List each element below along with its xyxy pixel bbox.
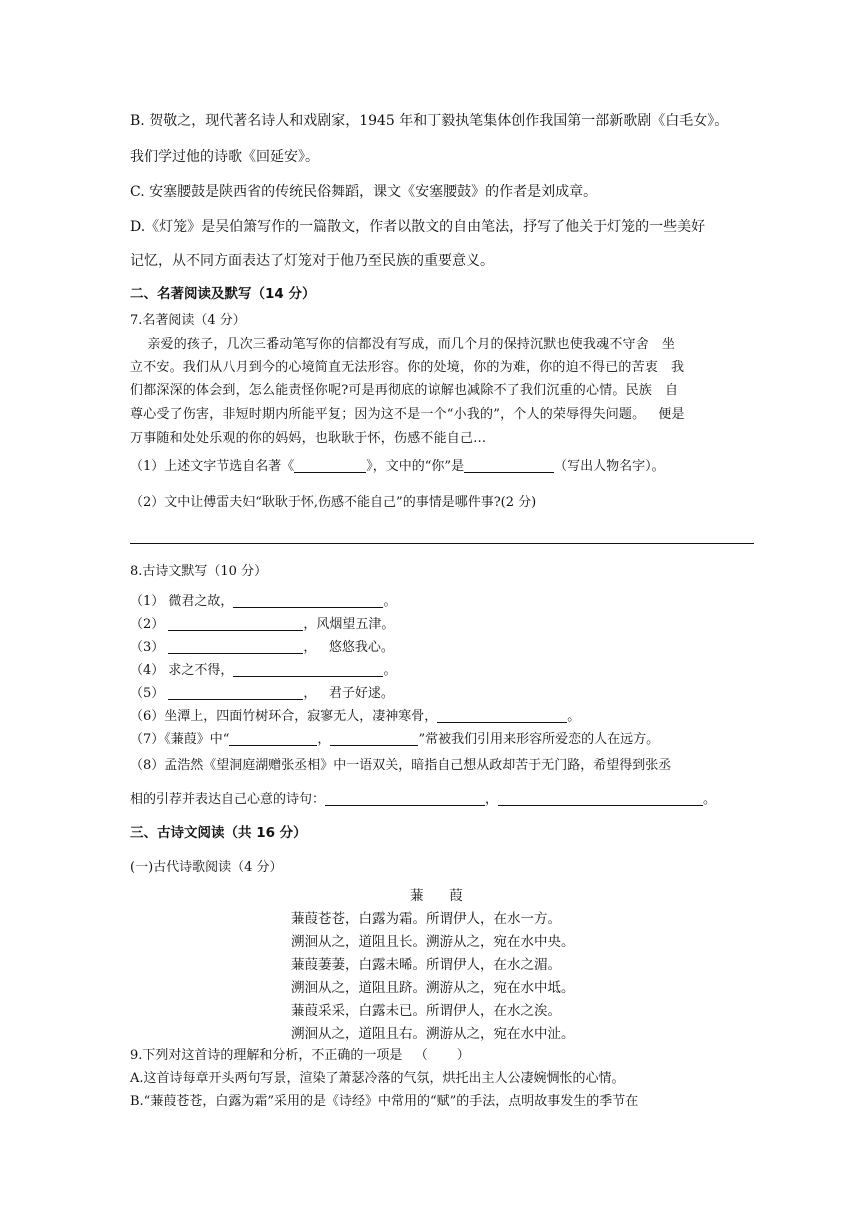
q7-sub1-pre: （1）上述文字节选自名著《 bbox=[130, 459, 295, 474]
q8-item1 bbox=[130, 593, 396, 611]
q6-option-d-line2: 记忆，从不同方面表达了灯笼对于他乃至民族的重要意义。 bbox=[130, 253, 494, 269]
q8-item8-post: 。 bbox=[703, 792, 717, 807]
q7-answer-line[interactable] bbox=[130, 543, 754, 544]
q8-item4-post: 。 bbox=[383, 663, 397, 678]
book-title-blank[interactable] bbox=[294, 458, 366, 473]
poem-title: 蒹 葭 bbox=[410, 888, 463, 904]
q8-item4-pre: 求之不得， bbox=[168, 663, 234, 678]
q7-passage-line5: 万事随和处处乐观的你的妈妈，也耿耿于怀，伤感不能自己... bbox=[130, 431, 487, 446]
q7-passage-line3: 们都深深的体会到，怎么能责怪你呢?可是再彻底的谅解也减除不了我们沉重的心情。民族 自 bbox=[130, 383, 679, 398]
q8-item1-post: 。 bbox=[383, 594, 397, 609]
q7-passage-line4: 尊心受了伤害，非短时期内所能平复；因为这不是一个“小我的”，个人的荣辱得失问题。 便是 bbox=[130, 407, 685, 422]
q8-item6-blank[interactable] bbox=[437, 708, 567, 723]
q8-item6 bbox=[130, 708, 580, 726]
q8-item4-blank[interactable] bbox=[233, 662, 383, 677]
q7-title: 7.名著阅读（4 分） bbox=[130, 313, 246, 328]
q8-item6-pre: （6）坐潭上，四面竹树环合，寂寥无人，凄神寒骨， bbox=[130, 709, 438, 724]
q7-sub1 bbox=[130, 458, 665, 476]
poem-line-4: 溯洄从之，道阻且跻。溯游从之，宛在水中坻。 bbox=[291, 980, 575, 996]
poem-line-2: 溯洄从之，道阻且长。溯游从之，宛在水中央。 bbox=[291, 934, 575, 950]
q6-option-b-line1: B. 贺敬之，现代著名诗人和戏剧家，1945 年和丁毅执笔集体创作我国第一部新歌剧《白毛女》。 bbox=[130, 113, 729, 129]
q8-item2-post: ，风烟望五津。 bbox=[303, 617, 395, 632]
q9-option-a: A.这首诗每章开头两句写景，渲染了萧瑟冷落的气氛，烘托出主人公凄婉惆怅的心情。 bbox=[130, 1071, 625, 1086]
q8-item2-num: （2） bbox=[130, 617, 165, 632]
q8-item4-num: （4） bbox=[130, 663, 165, 678]
poetry-subheading: (一)古代诗歌阅读（4 分） bbox=[130, 860, 283, 875]
q7-sub1-mid: 》，文中的“你”是 bbox=[366, 459, 465, 474]
q6-option-b-line2: 我们学过他的诗歌《回延安》。 bbox=[130, 149, 319, 165]
q8-item7-pre: （7）《蒹葭》中“ bbox=[130, 732, 230, 747]
character-name-blank[interactable] bbox=[464, 458, 554, 473]
q8-item1-num: （1） bbox=[130, 594, 165, 609]
section-3-heading: 三、古诗文阅读（共 16 分） bbox=[130, 825, 307, 841]
q8-item7-blank2[interactable] bbox=[330, 731, 418, 746]
q8-item8-line2 bbox=[130, 791, 716, 809]
q8-item7-post: ”常被我们引用来形容所爱恋的人在远方。 bbox=[418, 732, 660, 747]
q8-title: 8.古诗文默写（10 分） bbox=[130, 564, 268, 579]
q7-sub1-post: （写出人物名字）。 bbox=[554, 459, 665, 474]
q8-item1-blank[interactable] bbox=[233, 593, 383, 608]
q7-passage-line1: 亲爱的孩子，几次三番动笔写你的信都没有写成，而几个月的保持沉默也使我魂不守舍 坐 bbox=[130, 337, 676, 352]
q8-item3 bbox=[130, 639, 394, 657]
q8-item8-mid: ， bbox=[485, 792, 499, 807]
q8-item1-pre: 微君之故， bbox=[168, 594, 234, 609]
q9-stem: 9.下列对这首诗的理解和分析，不正确的一项是 （ ） bbox=[130, 1048, 470, 1063]
q8-item8-line1: （8）孟浩然《望洞庭湖赠张丞相》中一语双关，暗指自己想从政却苦于无门路，希望得到张丞 bbox=[130, 758, 672, 773]
q8-item3-post: ， 悠悠我心。 bbox=[303, 640, 394, 655]
q8-item7-mid: ， bbox=[317, 732, 331, 747]
q8-item5-blank[interactable] bbox=[168, 685, 303, 700]
q8-item6-post: 。 bbox=[567, 709, 581, 724]
q8-item8-pre: 相的引荐并表达自己心意的诗句： bbox=[130, 792, 326, 807]
q8-item2 bbox=[130, 616, 394, 634]
poem-line-3: 蒹葭萋萋，白露未晞。所谓伊人，在水之湄。 bbox=[291, 957, 561, 973]
q7-sub2: （2）文中让傅雷夫妇“耿耿于怀,伤感不能自己”的事情是哪件事?(2 分) bbox=[130, 495, 537, 510]
q8-item8-blank2[interactable] bbox=[498, 791, 703, 806]
q8-item7-blank1[interactable] bbox=[229, 731, 317, 746]
q8-item5 bbox=[130, 685, 394, 703]
q8-item5-post: ， 君子好逑。 bbox=[303, 686, 394, 701]
q8-item5-num: （5） bbox=[130, 686, 165, 701]
q8-item8-blank1[interactable] bbox=[325, 791, 485, 806]
poem-line-5: 蒹葭采采，白露未已。所谓伊人，在水之涘。 bbox=[291, 1003, 561, 1019]
q8-item7 bbox=[130, 731, 659, 749]
poem-line-6: 溯洄从之，道阻且右。溯游从之，宛在水中沚。 bbox=[291, 1026, 575, 1042]
q8-item3-num: （3） bbox=[130, 640, 165, 655]
q6-option-d-line1: D.《灯笼》是吴伯箫写作的一篇散文，作者以散文的自由笔法，抒写了他关于灯笼的一些美好 bbox=[130, 219, 706, 235]
q6-option-c: C. 安塞腰鼓是陕西省的传统民俗舞蹈，课文《安塞腰鼓》的作者是刘成章。 bbox=[130, 184, 598, 200]
q9-option-b: B.“蒹葭苍苍，白露为霜”采用的是《诗经》中常用的“赋”的手法，点明故事发生的季节在 bbox=[130, 1094, 639, 1109]
q7-passage-line2: 立不安。我们从八月到今的心境简直无法形容。你的处境，你的为难，你的迫不得已的苦衷 我 bbox=[130, 360, 685, 375]
q8-item4 bbox=[130, 662, 396, 680]
section-2-heading: 二、名著阅读及默写（14 分） bbox=[130, 286, 316, 302]
poem-line-1: 蒹葭苍苍，白露为霜。所谓伊人，在水一方。 bbox=[291, 911, 561, 927]
q8-item2-blank[interactable] bbox=[168, 616, 303, 631]
q8-item3-blank[interactable] bbox=[168, 639, 303, 654]
